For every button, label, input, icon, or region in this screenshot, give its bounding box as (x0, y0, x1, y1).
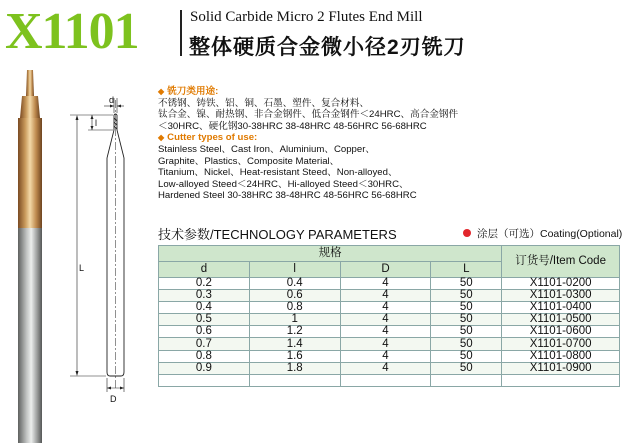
cell-l: 0.8 (249, 302, 340, 314)
cell-d: 0.5 (159, 314, 250, 326)
cell-l: 1.6 (249, 350, 340, 362)
cell-d (159, 374, 250, 386)
cell-l (249, 374, 340, 386)
cell-l: 1 (249, 314, 340, 326)
technical-line-drawing (70, 98, 124, 392)
cell-l: 0.4 (249, 278, 340, 290)
table-row (159, 314, 620, 326)
cell-d: 0.4 (159, 302, 250, 314)
cell-L: 50 (431, 362, 502, 374)
diamond-icon: ◆ (158, 87, 165, 96)
usage-cn-line: 不锈钢、铸铁、铝、铜、石墨、塑件、复合材料、 (158, 97, 370, 109)
diamond-icon: ◆ (158, 133, 165, 143)
cell-L (431, 374, 502, 386)
cell-item-code: X1101-0200 (502, 278, 620, 290)
label-D: D (110, 394, 117, 404)
label-d: d (109, 95, 115, 105)
col-header-l: l (249, 262, 340, 278)
cell-D: 4 (340, 350, 431, 362)
usage-en-heading: ◆ Cutter types of use: (158, 132, 258, 144)
red-dot-icon (463, 229, 471, 237)
col-header-d: d (159, 262, 250, 278)
cell-item-code: X1101-0400 (502, 302, 620, 314)
cell-d: 0.7 (159, 338, 250, 350)
table-row (159, 326, 620, 338)
cell-D: 4 (340, 362, 431, 374)
usage-cn-heading: ◆ 铣刀类用途: (158, 86, 219, 97)
table-row (159, 362, 620, 374)
tech-params-title: 技术参数/TECHNOLOGY PARAMETERS (158, 227, 397, 242)
model-number: X1101 (5, 3, 139, 60)
cell-d: 0.6 (159, 326, 250, 338)
usage-cn-line: 钛合金、镍、耐热钢、非合金钢件、低合金钢件＜24HRC、高合金钢件 (158, 109, 459, 121)
cell-L: 50 (431, 290, 502, 302)
item-code-header: 订货号/Item Code (502, 246, 620, 278)
cell-item-code: X1101-0600 (502, 326, 620, 338)
cell-D: 4 (340, 314, 431, 326)
cell-L: 50 (431, 326, 502, 338)
table-row (159, 278, 620, 290)
cell-D: 4 (340, 302, 431, 314)
end-mill-drawing (0, 0, 160, 445)
cell-L: 50 (431, 278, 502, 290)
cell-l: 1.4 (249, 338, 340, 350)
usage-en-line: Stainless Steel、Cast Iron、Aluminium、Copper、 (158, 143, 376, 155)
usage-en-line: Graphite、Plastics、Composite Material、 (158, 155, 340, 167)
cell-item-code: X1101-0800 (502, 350, 620, 362)
title-chinese: 整体硬质合金微小径2刃铣刀 (189, 36, 466, 59)
usage-en-line: Hardened Steel 30-38HRC 38-48HRC 48-56HRC 56-68HRC (158, 190, 417, 202)
usage-en-line: Low-alloyed Steed＜24HRC、Hi-alloyed Steed＜30HRC、 (158, 178, 409, 190)
table-row (159, 302, 620, 314)
cell-l: 0.6 (249, 290, 340, 302)
cell-l: 1.2 (249, 326, 340, 338)
spec-table (158, 245, 620, 387)
table-row (159, 374, 620, 386)
cell-d: 0.2 (159, 278, 250, 290)
cell-d: 0.9 (159, 362, 250, 374)
cell-D: 4 (340, 290, 431, 302)
cell-item-code: X1101-0900 (502, 362, 620, 374)
cell-L: 50 (431, 314, 502, 326)
cell-D: 4 (340, 278, 431, 290)
usage-block (158, 86, 458, 202)
table-row (159, 290, 620, 302)
usage-cn-line: ＜30HRC、硬化钢30-38HRC 38-48HRC 48-56HRC 56-68HRC (158, 120, 427, 132)
title-english: Solid Carbide Micro 2 Flutes End Mill (190, 9, 423, 25)
coating-note: 涂层（可选）Coating(Optional) (463, 226, 622, 241)
cell-item-code: X1101-0300 (502, 290, 620, 302)
cell-item-code: X1101-0500 (502, 314, 620, 326)
cell-d: 0.8 (159, 350, 250, 362)
col-header-D: D (340, 262, 431, 278)
cell-D (340, 374, 431, 386)
table-row (159, 338, 620, 350)
cell-item-code (502, 374, 620, 386)
cell-L: 50 (431, 338, 502, 350)
table-row (159, 350, 620, 362)
cell-D: 4 (340, 326, 431, 338)
cell-d: 0.3 (159, 290, 250, 302)
col-header-L: L (431, 262, 502, 278)
cell-L: 50 (431, 350, 502, 362)
label-L: L (79, 263, 85, 273)
cell-L: 50 (431, 302, 502, 314)
cell-D: 4 (340, 338, 431, 350)
label-l: l (95, 118, 97, 128)
usage-en-line: Titanium、Nickel、Heat-resistant Steed、Non-alloyed、 (158, 167, 398, 179)
title-divider (180, 10, 182, 56)
cell-item-code: X1101-0700 (502, 338, 620, 350)
spec-group-header: 规格 (159, 246, 502, 262)
end-mill-photo (18, 70, 42, 443)
cell-l: 1.8 (249, 362, 340, 374)
